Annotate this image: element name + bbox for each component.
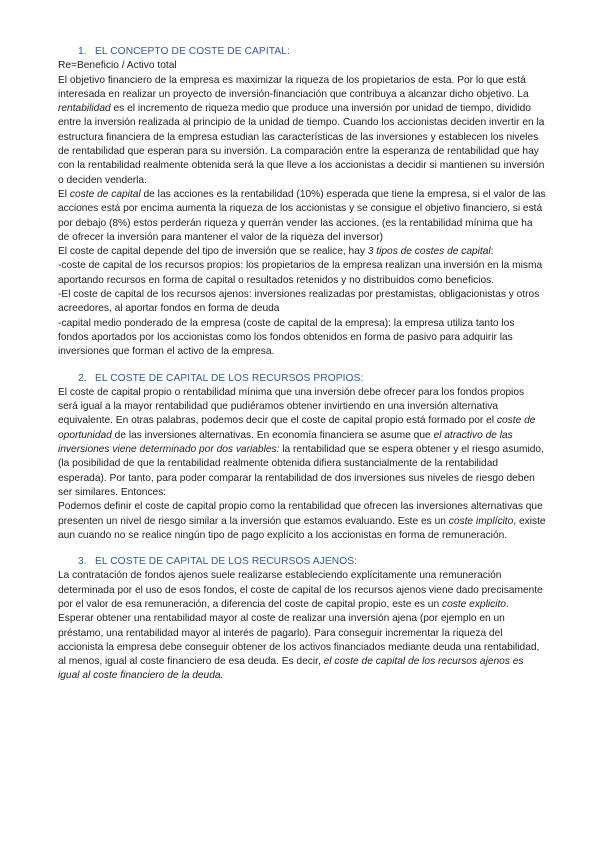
section-heading-3	[78, 555, 546, 569]
italic-text: coste implícito	[448, 515, 514, 527]
italic-text: rentabilidad	[58, 103, 111, 115]
italic-text: el atractivo de las inversiones viene determinado por dos variables:	[58, 429, 513, 456]
text-run: -capital medio ponderado de la empresa (coste de capital de la empresa): la empresa utiliza tanto los fondos aportados por los accionistas como los fondos obtenidos en forma de pasivo para adquirir las inversiones que forman el activo de la empresa.	[58, 317, 515, 358]
text-run: El	[58, 188, 70, 200]
italic-text: coste de oportunidad	[58, 415, 536, 441]
paragraph	[58, 569, 546, 683]
text-run: El objetivo financiero de la empresa es maximizar la riqueza de los propietarios de esta. Por lo que está interesada en realizar un proyecto de inversión-financiación que contribuya a alcanzar dicho objetivo. La	[58, 74, 529, 100]
text-run: la rentabilidad que se espera obtener y el riesgo asumido, (la posibilidad de que la rentabilidad realmente obtenida difiera sustancialmente de la rentabilidad esperada). Por tanto, para poder comparar la rentabilidad de dos inversiones sus niveles de riesgo deben ser similares. Entonces:	[58, 444, 544, 498]
section-body-2	[58, 386, 546, 543]
text-run: :	[490, 246, 494, 258]
paragraph	[58, 259, 546, 288]
italic-text: coste explicito	[441, 598, 506, 610]
section-body-3	[58, 569, 546, 683]
text-run: El coste de capital depende del tipo de inversión que se realice, hay	[58, 246, 368, 258]
text-run: . Esperar obtener una rentabilidad mayor al coste de realizar una inversión ajena (por ejemplo en un préstamo, una rentabilidad mayor al interés de pagarlo). Para conseguir incrementar la riqueza del accionista la empresa debe conseguir obtener de los activos financiados mediante deuda una rentabilidad, al menos, igual al coste financiero de esa deuda. Es decir,	[58, 598, 540, 668]
document-page	[58, 45, 546, 684]
text-run: es el incremento de riqueza medio que produce una inversión por unidad de tiempo, dividido entre la inversión realizada al principio de la unidad de tiempo. Cuando los accionistas deciden invertir en la estructura financiera de la empresa estudian las características de las inversiones y establecen los niveles de rentabilidad que esperan para su inversión. La comparación entre la esperanza de rentabilidad que hay con la rentabilidad realmente obtenida será la que lleve a los accionistas a decidir si mantienen su inversión o deciden venderla.	[58, 103, 545, 186]
paragraph	[58, 74, 546, 188]
paragraph	[58, 386, 546, 500]
text-run: Podemos definir el coste de capital propio como la rentabilidad que ofrecen las inversiones alternativas que presenten un nivel de riesgo similar a la inversión que estamos evaluando. Este es un	[58, 501, 543, 527]
section-heading-1	[78, 45, 546, 59]
section-heading-2	[78, 372, 546, 386]
italic-text: 3 tipos de costes de capital	[367, 246, 491, 258]
section-title: EL COSTE DE CAPITAL DE LOS RECURSOS PROPIOS:	[95, 372, 364, 384]
text-run: Re=Beneficio / Activo total	[58, 60, 177, 72]
text-run: , existe aun cuando no se realice ningún tipo de pago explícito a los accionistas en forma de remuneración.	[58, 515, 546, 541]
italic-text: el coste de capital de los recursos ajenos es igual al coste financiero de la deuda.	[58, 656, 524, 682]
paragraph	[58, 500, 546, 543]
text-run: de las inversiones alternativas. En economía financiera se asume que	[111, 429, 434, 441]
paragraph	[58, 59, 546, 73]
section-body-1	[58, 59, 546, 359]
paragraph	[58, 288, 546, 317]
text-run: -coste de capital de los recursos propios: los propietarios de la empresa realizan una inversión en la misma aportando recursos en forma de capital o resultados retenidos y no distribuidos como beneficios.	[58, 260, 543, 286]
paragraph	[58, 317, 546, 360]
paragraph	[58, 245, 546, 259]
section-number: 2.	[78, 372, 87, 384]
text-run: -El coste de capital de los recursos ajenos: inversiones realizadas por prestamistas, obligacionistas y otros acreedores, al aportar fondos en forma de deuda	[58, 289, 540, 315]
text-run: La contratación de fondos ajenos suele realizarse estableciendo explícitamente una remuneración determinada por el uso de esos fondos, el coste de capital de los recursos ajenos viene dado precisamente por el valor de esa remuneración, a diferencia del coste de capital propio, este es un	[58, 570, 543, 610]
section-number: 1.	[78, 46, 87, 57]
section-title: EL CONCEPTO DE COSTE DE CAPITAL:	[95, 46, 290, 57]
section-title: EL COSTE DE CAPITAL DE LOS RECURSOS AJENOS:	[95, 556, 358, 568]
text-run: de las acciones es la rentabilidad (10%) esperada que tiene la empresa, si el valor de las acciones está por encima aumenta la riqueza de los accionistas y se consigue el objetivo financiero, si está por debajo (8%) estos perderán riqueza y querrán vender las acciones. (es la rentabilidad mínima que ha de ofrecer la inversión para mantener el valor de la riqueza del inversor)	[58, 188, 546, 243]
paragraph	[58, 188, 546, 245]
section-number: 3.	[78, 556, 87, 568]
italic-text: coste de capital	[69, 188, 141, 200]
text-run: El coste de capital propio o rentabilidad mínima que una inversión debe ofrecer para los fondos propios será igual a la mayor rentabilidad que pudiéramos obtener invirtiendo en una inversión alternativa equivalente. En otras palabras, podemos decir que el coste de capital propio está formado por el	[58, 386, 525, 427]
